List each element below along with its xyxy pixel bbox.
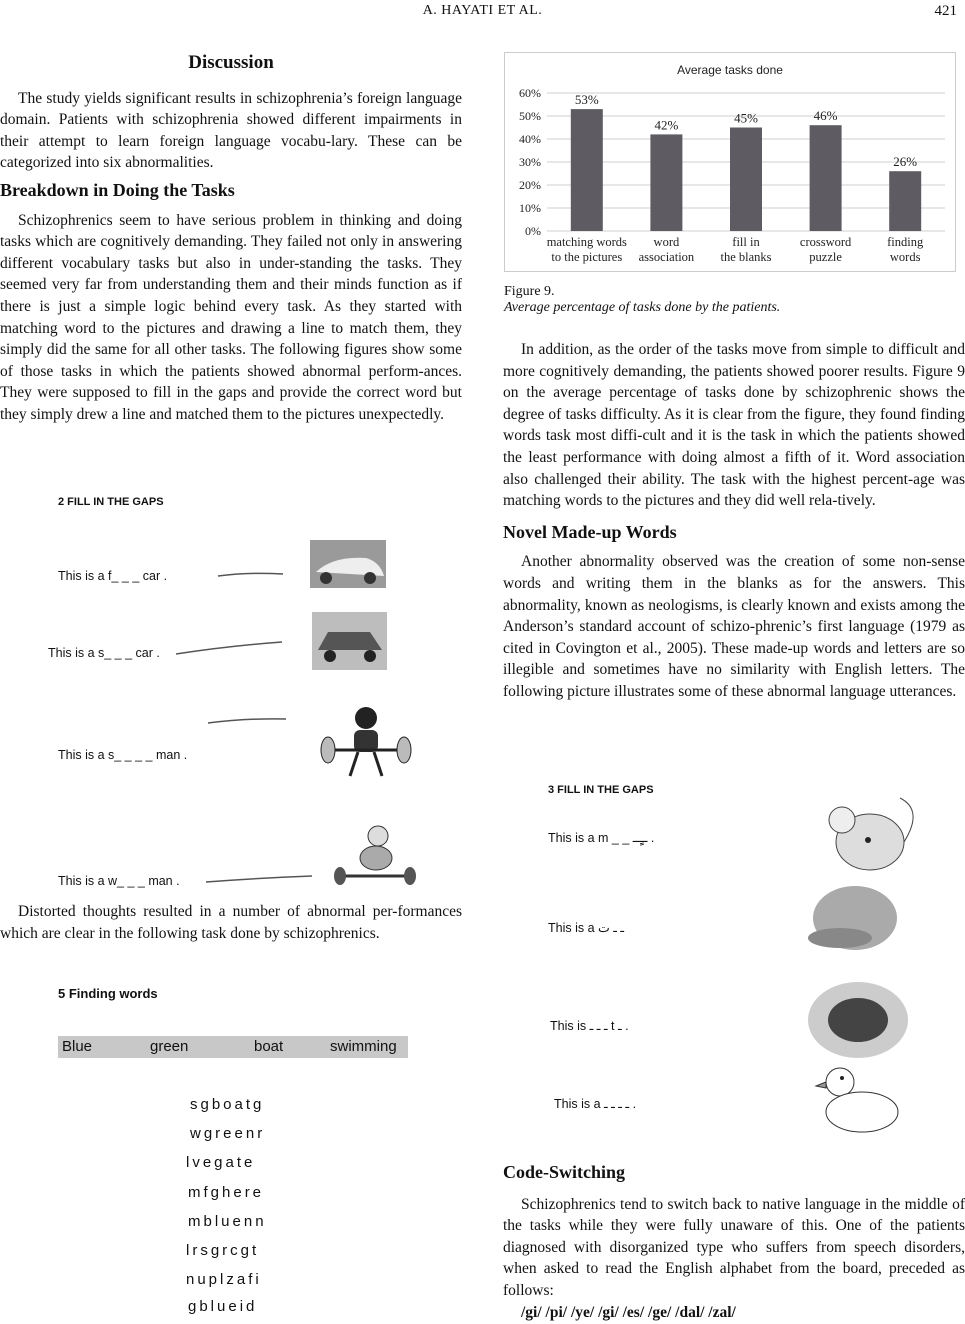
x-tick-label: finding [887, 235, 924, 249]
y-tick-label: 10% [519, 201, 541, 215]
weightlifter-drawing-2 [334, 826, 416, 885]
sentence-row: This is a f_ _ _ car . [58, 569, 168, 583]
sentence-row: This is a s_ _ _ _ man . [58, 748, 188, 762]
running-header [0, 0, 965, 22]
figure-9-chart [504, 52, 956, 272]
heading-novel-words: Novel Made-up Words [503, 521, 677, 542]
paragraph: In addition, as the order of the tasks move from simple to difficult and more cognitively demanding, the patients showed poorer results. Figure 9 on the average percentage of tasks done by schizophrenic shows the degree of tasks difficulty. As it is clear from the figure, they found finding words task most diffi-cult and it is the task in which the patients showed the least performance with doing almost a fifth of it. Word association also challenged their ability. The task with the highest percent-age was matching words to the pictures and they did well rela-tively. [503, 341, 965, 510]
duck-drawing [816, 1068, 898, 1132]
chart-title: Average tasks done [677, 63, 783, 77]
caption-text: Average percentage of tasks done by the patients. [504, 300, 781, 315]
bar [730, 128, 762, 232]
bar [810, 125, 842, 231]
cap-photo [808, 886, 897, 950]
figure-fill-in-gaps-3 [540, 780, 930, 1142]
y-tick-label: 0% [525, 224, 541, 238]
letter-grid-row: nuplzafi [186, 1271, 262, 1288]
x-tick-label: words [889, 250, 921, 264]
y-tick-label: 50% [519, 109, 541, 123]
letter-grid-row: mfghere [188, 1184, 265, 1201]
word-label: green [150, 1038, 189, 1055]
plate-photo [808, 982, 908, 1058]
letter-grid-row: wgreenr [190, 1125, 266, 1142]
left-column-bottom [0, 901, 462, 944]
sentence-row: This is a w_ _ _ man . [58, 874, 180, 888]
x-tick-label: to the pictures [551, 250, 623, 264]
caption-label: Figure 9. [504, 284, 555, 299]
x-tick-label: association [638, 250, 695, 264]
paragraph: Schizophrenics seem to have serious problem in thinking and doing tasks which are cognitively demanding. They failed not only in answering different vocabulary tasks but also in under-standing the tasks. They seemed very far from understanding them and their minds function as if there is just a simple logic behind every task. As they started with matching word to the pictures and drawing a line to match them, they simply did the same for all other tasks. The following figures show some of those tasks in which the patients showed abnormal perform-ances. They were supposed to fill in the gaps and provide the correct word but they simply drew a line and matched them to the pictures unexpectedly. [0, 211, 462, 423]
section-title-discussion: Discussion [188, 52, 274, 73]
x-tick-label: the blanks [720, 250, 772, 264]
x-tick-label: fill in [732, 235, 760, 249]
x-tick-label: crossword [799, 235, 852, 249]
figure-title: 3 FILL IN THE GAPS [548, 784, 654, 796]
paragraph: Another abnormality observed was the creation of some non-sense words and writing them in the blanks as for the answers. This abnormality, known as neologisms, is clearly known and exists among the Anderson’s standard account of schizo-phrenic’s first language (1979 as cited in Covington et al., 2005). These made-up words and letters are so illegible and sometimes have no similarity with English letters. The following picture illustrates some of these abnormal language utterances. [503, 553, 965, 700]
figure-fill-in-gaps [48, 486, 418, 891]
data-label: 26% [893, 154, 918, 170]
heading-code-switching: Code-Switching [503, 1162, 626, 1182]
letter-grid-row: lvegate [186, 1154, 256, 1171]
x-tick-label: puzzle [809, 250, 842, 264]
bar [571, 109, 603, 231]
running-head: A. HAYATI ET AL. [422, 3, 543, 18]
left-column-top [0, 52, 462, 426]
word-label: boat [254, 1038, 284, 1055]
bar-chart [505, 53, 955, 271]
sentence-row: This is ـ ـ ـ t ـ . [550, 1019, 629, 1033]
x-tick-label: matching words [546, 235, 627, 249]
y-tick-label: 30% [519, 155, 541, 169]
y-tick-label: 60% [519, 86, 541, 100]
right-column-bottom [503, 1162, 965, 1323]
x-tick-label: word [653, 235, 680, 249]
y-tick-label: 20% [519, 178, 541, 192]
letter-grid-row: gblueid [188, 1298, 258, 1315]
bar [889, 171, 921, 231]
word-label: Blue [62, 1038, 93, 1055]
letter-grid-row: mbluenn [188, 1213, 267, 1230]
sentence-row: This is a ـ ـ ـ ـ . [554, 1097, 637, 1111]
letter-grid-row: lrsgrcgt [186, 1242, 260, 1259]
paragraph: The study yields significant results in schizophrenia’s foreign language domain. Patients with schizophrenia showed different impairments in their attempt to learn foreign language vocabu-lary. These can be categorized into six abnormalities. [0, 89, 462, 172]
sentence-row: This is a s_ _ _ car . [48, 646, 160, 660]
figure-finding-words [48, 980, 414, 1320]
data-label: 53% [574, 92, 599, 108]
sentence-row: This is a ـ ـ ت [548, 921, 625, 935]
page-number: 421 [934, 3, 957, 19]
figure-drawings [48, 486, 418, 891]
data-label: 42% [654, 117, 679, 133]
letter-grid-row: sgboatg [190, 1096, 265, 1113]
figure-drawings [540, 780, 930, 1142]
weightlifter-drawing-1 [321, 707, 411, 776]
heading-breakdown: Breakdown in Doing the Tasks [0, 179, 235, 200]
word-bar [58, 1036, 408, 1058]
data-label: 45% [734, 110, 758, 126]
word-label: swimming [330, 1038, 397, 1055]
paragraph: Distorted thoughts resulted in a number of abnormal per-formances which are clear in the following task done by schizophrenics. [0, 903, 462, 942]
mouse-drawing [829, 798, 913, 870]
sentence-row: This is a m _ _ ــٍٍــ . [548, 831, 655, 845]
bar [650, 134, 682, 231]
figure-title: 5 Finding words [58, 986, 158, 1001]
y-tick-label: 40% [519, 132, 541, 146]
data-label: 46% [813, 108, 838, 124]
right-column-top [503, 339, 965, 703]
paragraph: Schizophrenics tend to switch back to native language in the middle of the tasks while they were fully unaware of this. One of the patients diagnosed with disorganized type who suffers from speech disorders, when asked to read the English alphabet from the board, preceded as follows: [503, 1195, 965, 1299]
figure-caption [504, 284, 954, 316]
phonetic-sequence: /gi/ /pi/ /ye/ /gi/ /es/ /ge/ /dal/ /zal/ [521, 1303, 736, 1321]
figure-title: 2 FILL IN THE GAPS [58, 496, 164, 508]
